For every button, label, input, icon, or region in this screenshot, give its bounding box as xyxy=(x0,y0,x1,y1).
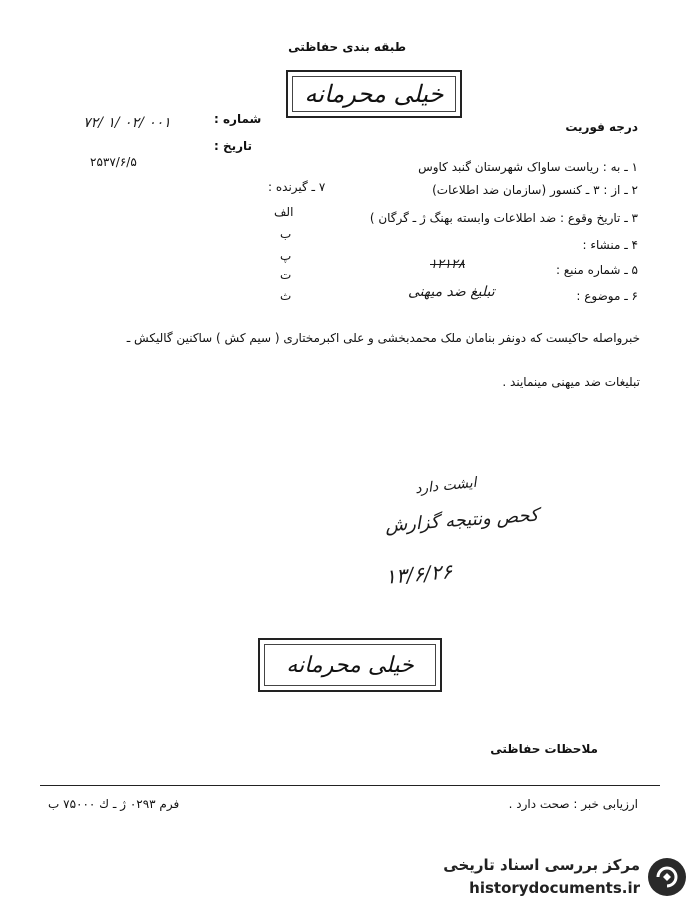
source-number-value: ۱۲۱۲۸ xyxy=(430,257,465,272)
recipient-be: ب xyxy=(280,227,292,241)
field-source-number: ۵ ـ شماره منبع : xyxy=(555,263,638,277)
subject-value: تبلیغ ضد میهنی xyxy=(408,284,495,300)
body-line-1: خبرواصله حاکیست که دونفر بنامان ملک محمدبخشی و علی اکبرمختاری ( سیم کش ) ساکنین گالیکش ـ xyxy=(126,331,640,345)
recipient-se: ث xyxy=(280,289,292,303)
form-code: فرم ۰۲۹۳ ژ ـ ك ۷۵۰۰۰ ب xyxy=(48,797,180,811)
date-value: ۲۵۳۷/۶/۵ xyxy=(90,155,137,169)
field-to: ۱ ـ به : ریاست ساواک شهرستان گنبد کاوس xyxy=(418,160,638,174)
watermark-title: مرکز بررسی اسناد تاریخی xyxy=(443,856,640,874)
field-from: ۲ ـ از : ۳ ـ کنسور (سازمان ضد اطلاعات) xyxy=(432,183,638,197)
handwritten-note-1: ایشت دارد xyxy=(414,474,478,498)
top-secret-stamp xyxy=(286,70,462,118)
evaluation: ارزیابی خبر : صحت دارد . xyxy=(508,797,638,811)
bottom-secret-stamp xyxy=(258,638,442,692)
recipient-pe: پ xyxy=(280,249,292,263)
body-line-2: تبلیغات ضد میهنی مینمایند . xyxy=(502,375,640,389)
field-origin: ۴ ـ منشاء : xyxy=(582,238,638,252)
recipients-label: ۷ ـ گیرنده : xyxy=(268,180,326,194)
urgency-label: درجه فوریت xyxy=(565,120,638,134)
handwritten-note-2: کحص ونتیجه گزارش xyxy=(384,504,540,537)
footer-divider xyxy=(40,785,660,786)
field-subject: ۶ ـ موضوع : xyxy=(576,289,638,303)
watermark xyxy=(416,852,686,908)
watermark-url: historydocuments.ir xyxy=(469,879,640,897)
classification-title: طبقه بندی حفاظتی xyxy=(288,40,406,54)
date-label: تاریخ : xyxy=(214,139,253,153)
field-date-place: ۳ ـ تاریخ وقوع : ضد اطلاعات وابسته بهنگ ژ ـ گرگان ) xyxy=(369,211,638,225)
stamp-text: خیلی محرمانه xyxy=(286,652,414,678)
number-label: شماره : xyxy=(214,112,262,126)
archive-logo-icon xyxy=(648,858,686,896)
stamp-text: خیلی محرمانه xyxy=(304,80,444,108)
security-notes-label: ملاحظات حفاظتی xyxy=(490,742,598,756)
number-value: ۷۲/ ۱/ ۰۲/ ۰۰۱ xyxy=(83,115,171,131)
recipient-te: ت xyxy=(280,268,292,282)
handwritten-note-3: ۱۳/۶/۲۶ xyxy=(384,559,454,589)
recipient-alef: الف xyxy=(274,205,294,219)
